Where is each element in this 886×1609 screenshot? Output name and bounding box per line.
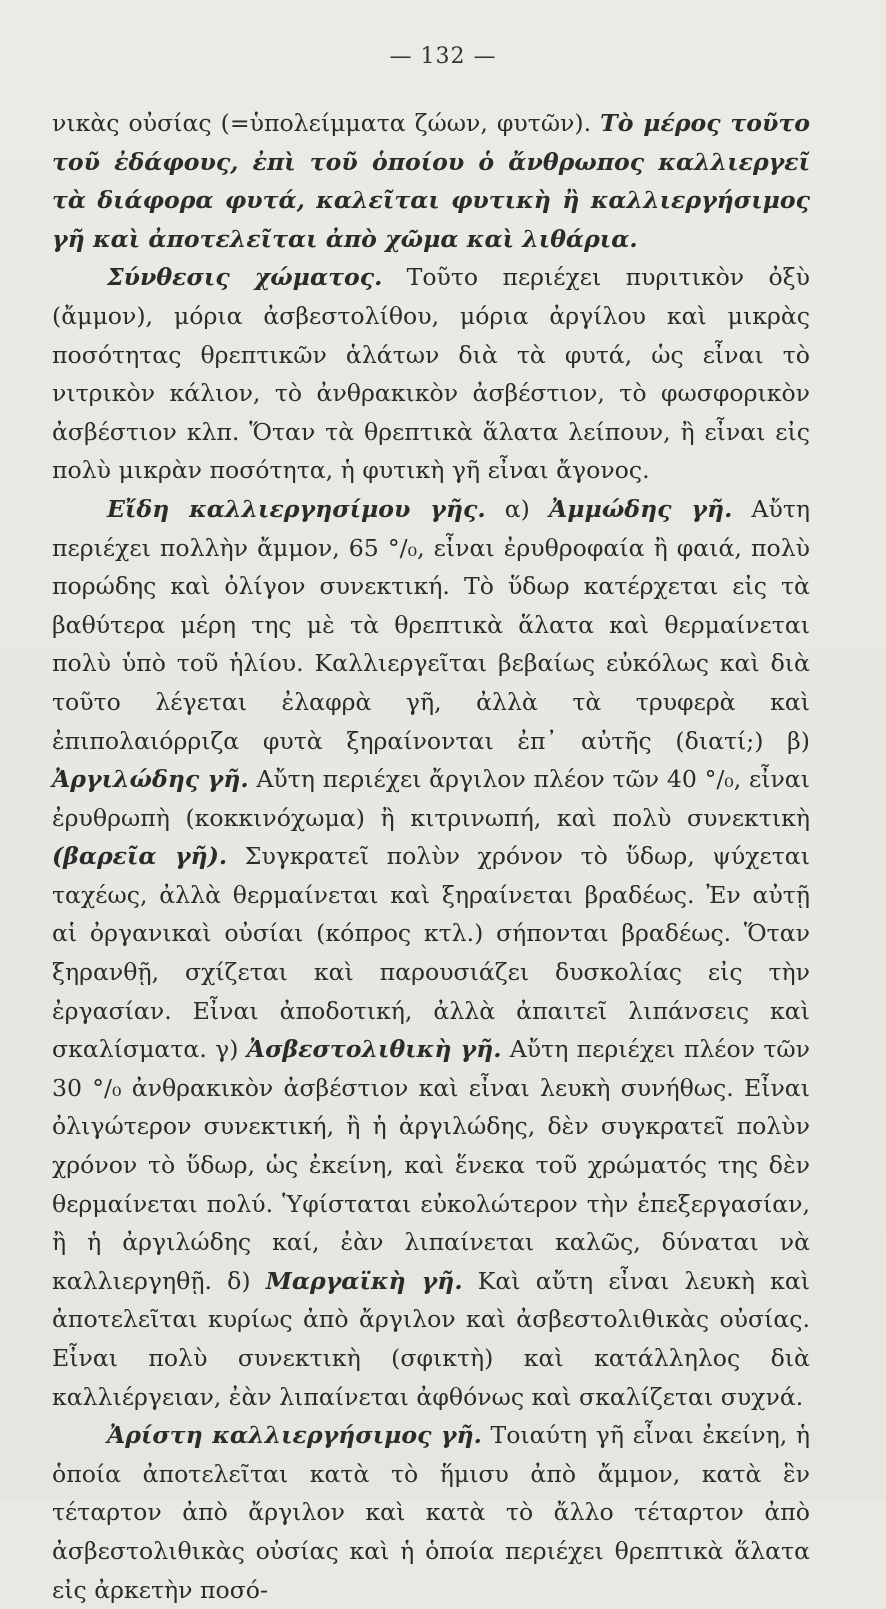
heading-soil-composition: Σύνθεσις χώματος. xyxy=(107,263,383,292)
term-clay-soil: Ἀργιλώδης γῆ. xyxy=(52,765,249,794)
term-heavy-soil: (βαρεῖα γῆ). xyxy=(52,842,228,871)
text-run: Αὔτη περιέχει πολλὴν ἄμμον, 65 °/₀, εἶναι ἐρυθροφαία ἢ φαιά, πολὺ πορώδης καὶ ὀλίγον συνεκτική. Τὸ ὕδωρ κατέρχεται εἰς τὰ βαθύτερα μέρη της μὲ τὰ θρεπτικὰ ἅλατα καὶ θερμαίνεται πολὺ ὑπὸ τοῦ ἡλίου. Καλλιεργεῖται βεβαίως εὐκόλως καὶ διὰ τοῦτο λέγεται ἐλαφρὰ γῆ, ἀλλὰ τὰ τρυφερὰ καὶ ἐπιπολαιόρριζα φυτὰ ξηραίνονται ἐπ᾽ αὐτῆς (διατί;) β) xyxy=(52,494,811,755)
page-number: — 132 — xyxy=(389,44,497,69)
text-run: Τοιαύτη γῆ εἶναι ἐκείνη, ἡ ὁποία ἀποτελεῖται κατὰ τὸ ἥμισυ ἀπὸ ἄμμον, κατὰ ἓν τέταρτον ἀπὸ ἄργιλον καὶ κατὰ τὸ ἄλλο τέταρτον ἀπὸ ἀσβεστολιθικὰς οὐσίας καὶ ἡ ὁποία περιέχει θρεπτικὰ ἅλατα εἰς ἀρκετὴν ποσό- xyxy=(52,1421,810,1604)
definition-emphasis: Τὸ μέρος τοῦτο τοῦ ἐδάφους, ἐπὶ τοῦ ὁποίου ὁ ἄνθρωπος καλλιεργεῖ τὰ διάφορα φυτά, καλεῖται φυτικὴ ἢ καλλιεργήσιμος γῆ καὶ ἀποτελεῖται ἀπὸ χῶμα καὶ λιθάρια. xyxy=(52,109,810,253)
paragraph-intro xyxy=(52,104,810,258)
term-sandy-soil: Ἀμμώδης γῆ. xyxy=(548,494,733,523)
text-run: Αὔτη περιέχει πλέον τῶν 30 °/₀ ἀνθρακικὸν ἀσβέστιον καὶ εἶναι λευκὴ συνήθως. Εἶναι ὀλιγώτερον συνεκτική, ἢ ἡ ἀργιλώδης, δὲν συγκρατεῖ πολὺν χρόνον τὸ ὕδωρ, ὡς ἐκείνη, καὶ ἕνεκα τοῦ χρώματός της δὲν θερμαίνεται πολύ. Ὑφίσταται εὐκολώτερον τὴν ἐπεξεργασίαν, ἢ ἡ ἀργιλώδης καί, ἐὰν λιπαίνεται καλῶς, δύναται νὰ καλλιεργηθῇ. δ) xyxy=(52,1035,810,1295)
term-marl-soil: Μαργαϊκὴ γῆ. xyxy=(265,1266,463,1295)
body-text xyxy=(52,104,810,1609)
text-run: Συγκρατεῖ πολὺν χρόνον τὸ ὕδωρ, ψύχεται ταχέως, ἀλλὰ θερμαίνεται καὶ ξηραίνεται βραδέως. Ἐν αὐτῇ αἱ ὀργανικαὶ οὐσίαι (κόπρος κτλ.) σήπονται βραδέως. Ὅταν ξηρανθῇ, σχίζεται καὶ παρουσιάζει δυσκολίας εἰς τὴν ἐργασίαν. Εἶναι ἀποδοτική, ἀλλὰ ἀπαιτεῖ λιπάνσεις καὶ σκαλίσματα. γ) xyxy=(52,842,810,1064)
text-run: Τοῦτο περιέχει πυριτικὸν ὀξὺ (ἄμμον), μόρια ἀσβεστολίθου, μόρια ἀργίλου καὶ μικρὰς ποσότητας θρεπτικῶν ἁλάτων διὰ τὰ φυτά, ὡς εἶναι τὸ νιτρικὸν κάλιον, τὸ ἀνθρακικὸν ἀσβέστιον, τὸ φωσφορικὸν ἀσβέστιον κλπ. Ὅταν τὰ θρεπτικὰ ἅλατα λείπουν, ἢ εἶναι εἰς πολὺ μικρὰν ποσότητα, ἡ φυτικὴ γῆ εἶναι ἄγονος. xyxy=(52,263,810,485)
heading-best-soil: Ἀρίστη καλλιεργήσιμος γῆ. xyxy=(107,1421,482,1450)
text-run: Αὔτη περιέχει ἄργιλον πλέον τῶν 40 °/₀, εἶναι ἐρυθρωπὴ (κοκκινόχωμα) ἢ κιτρινωπή, καὶ πολὺ συνεκτικὴ xyxy=(52,765,810,832)
paragraph-soil-composition xyxy=(52,258,810,490)
text-run: Καὶ αὔτη εἶναι λευκὴ καὶ ἀποτελεῖται κυρίως ἀπὸ ἄργιλον καὶ ἀσβεστολιθικὰς οὐσίας. Εἶναι πολὺ συνεκτικὴ (σφικτὴ) καὶ κατάλληλος διὰ καλλιέργειαν, ἐὰν λιπαίνεται ἀφθόνως καὶ σκαλίζεται συχνά. xyxy=(52,1266,810,1411)
paragraph-best-soil xyxy=(52,1416,810,1609)
text-run: α) xyxy=(485,494,549,523)
heading-soil-types: Εἴδη καλλιεργησίμου γῆς. xyxy=(107,494,486,523)
term-limestone-soil: Ἀσβεστολιθικὴ γῆ. xyxy=(246,1035,502,1064)
paragraph-soil-types xyxy=(52,490,810,1416)
text-run: νικὰς οὐσίας (=ὑπολείμματα ζώων, φυτῶν). xyxy=(52,109,601,137)
